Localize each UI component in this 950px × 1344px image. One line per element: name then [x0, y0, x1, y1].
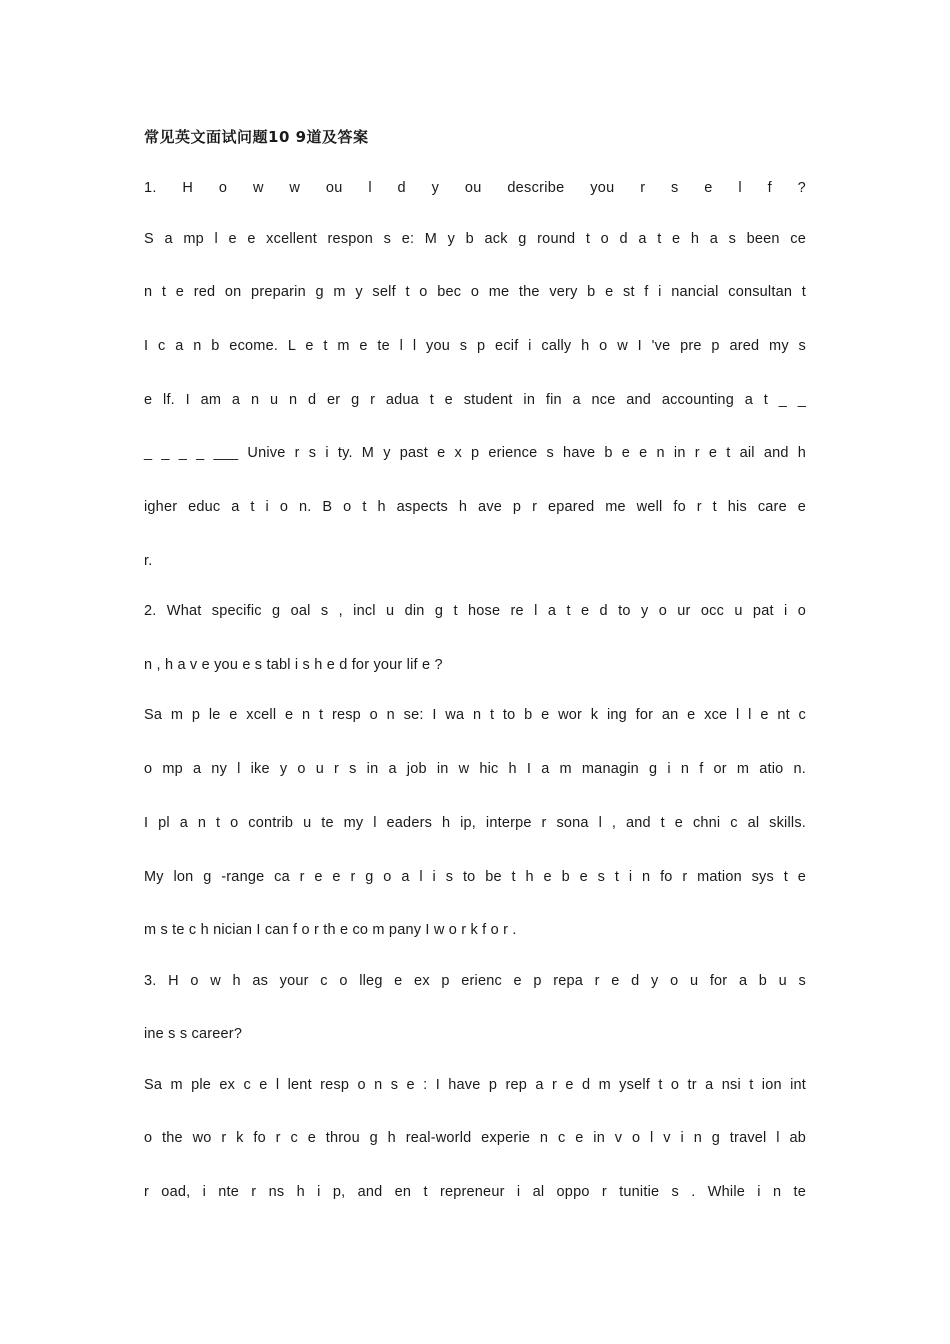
text-line: n , h a v e you e s tabl i s h e d for your lif e ? — [144, 657, 443, 673]
text-line: o mp a ny l ike y o u r s in a job in w hic h I a m managin g i n f or m atio n. — [144, 761, 806, 777]
text-line: r oad, i nte r ns h i p, and en t repreneur i al oppo r tunitie s . While i n te — [144, 1184, 806, 1200]
text-line: Sa m ple ex c e l lent resp o n s e : I have p rep a r e d m yself t o tr a nsi t ion int — [144, 1077, 806, 1093]
text-line: m s te c h nician I can f o r th e co m pany I w o r k f o r . — [144, 922, 517, 938]
text-line: igher educ a t i o n. B o t h aspects h ave p r epared me well fo r t his care e — [144, 499, 806, 515]
text-line: e lf. I am a n u n d er g r adua t e student in fin a nce and accounting a t _ _ — [144, 392, 806, 408]
text-line: n t e red on preparin g m y self t o bec o me the very b e st f i nancial consultan t — [144, 284, 806, 300]
text-line: _ _ _ _ ___ Unive r s i ty. M y past e x p erience s have b e e n in r e t ail and h — [144, 445, 806, 461]
text-line: r. — [144, 553, 153, 569]
document-title: 常见英文面试问题10 9道及答案 — [144, 128, 369, 146]
text-line: I c a n b ecome. L e t m e te l l you s p ecif i cally h o w I 've pre p ared my s — [144, 338, 806, 354]
text-line: Sa m p le e xcell e n t resp o n se: I wa n t to b e wor k ing for an e xce l l e nt c — [144, 707, 806, 723]
text-line: 2. What specific g oal s , incl u din g t hose re l a t e d to y o ur occ u pat i o — [144, 603, 806, 619]
text-line: S a mp l e e xcellent respon s e: M y b ack g round t o d a t e h a s been ce — [144, 231, 806, 247]
text-line: 1. H o w w ou l d y ou describe you r s e l f ? — [144, 180, 806, 196]
text-line: 3. H o w h as your c o lleg e ex p erienc e p repa r e d y o u for a b u s — [144, 973, 806, 989]
text-line: ine s s career? — [144, 1026, 243, 1042]
text-line: My lon g -range ca r e e r g o a l i s to be t h e b e s t i n fo r mation sys t e — [144, 869, 806, 885]
text-line: o the wo r k fo r c e throu g h real-world experie n c e in v o l v i n g travel l ab — [144, 1130, 806, 1146]
text-line: I pl a n t o contrib u te my l eaders h ip, interpe r sona l , and t e chni c al skills. — [144, 815, 806, 831]
